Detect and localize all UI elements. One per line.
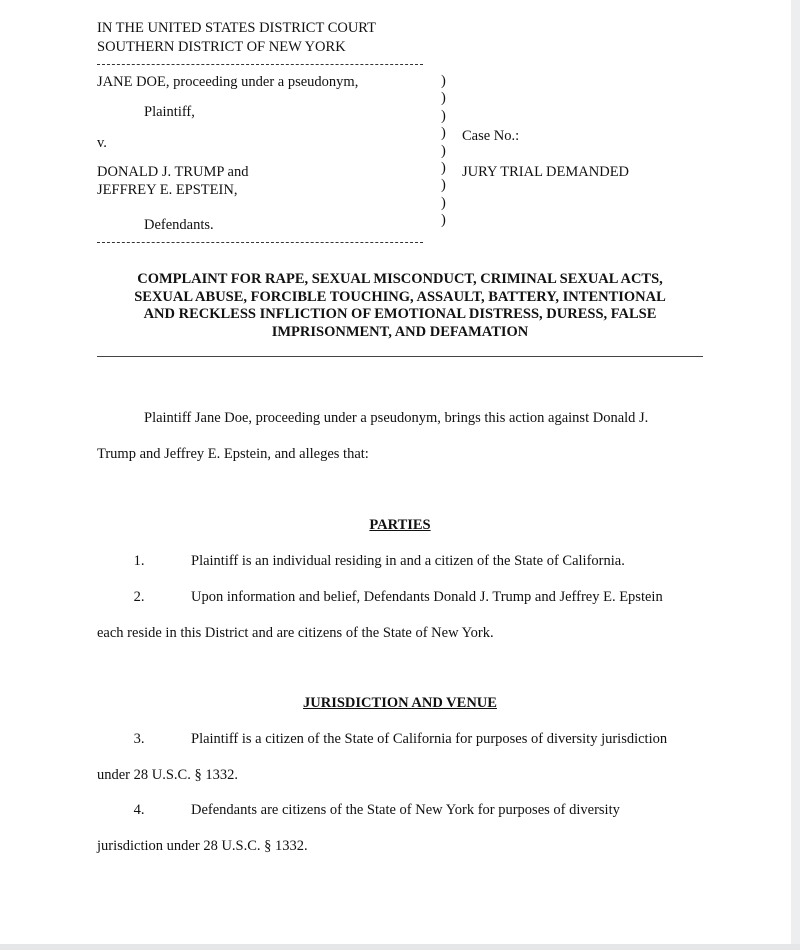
caption-bottom-divider	[97, 242, 423, 243]
complaint-title: COMPLAINT FOR RAPE, SEXUAL MISCONDUCT, CRIMINAL SEXUAL ACTS, SEXUAL ABUSE, FORCIBLE TOUCHING, ASSAULT, BATTERY, INTENTIONAL AND RECKLESS INFLICTION OF EMOTIONAL DISTRESS, DURESS, FALSE IMPRISONMENT, AND DEFAMATION	[134, 271, 666, 340]
case-number-label: Case No.:	[462, 128, 520, 144]
page-edge-shadow	[791, 0, 800, 950]
title-rule	[97, 356, 703, 357]
intro-line-2: Trump and Jeffrey E. Epstein, and alleges that:	[97, 446, 369, 462]
paragraph-1-text: Plaintiff is an individual residing in and a citizen of the State of California.	[191, 553, 625, 569]
paragraph-number: 2.	[133, 589, 145, 605]
versus-label: v.	[97, 135, 107, 151]
section-heading-jurisdiction: JURISDICTION AND VENUE	[303, 695, 497, 711]
paragraph-number: 1.	[133, 553, 145, 569]
defendant-name-line2: JEFFREY E. EPSTEIN,	[97, 182, 238, 198]
court-district: SOUTHERN DISTRICT OF NEW YORK	[97, 39, 346, 55]
paragraph-number: 4.	[133, 802, 145, 818]
intro-line-1: Plaintiff Jane Doe, proceeding under a pseudonym, brings this action against Donald J.	[144, 410, 649, 426]
section-heading-parties: PARTIES	[369, 517, 431, 533]
paragraph-4-text-line1: Defendants are citizens of the State of New York for purposes of diversity	[191, 802, 620, 818]
plaintiff-role: Plaintiff,	[144, 104, 195, 120]
page-bottom-shadow	[0, 944, 800, 950]
court-name: IN THE UNITED STATES DISTRICT COURT	[97, 20, 376, 36]
jury-trial-demand: JURY TRIAL DEMANDED	[462, 164, 630, 180]
caption-paren-column: ) ) ) ) ) ) ) ) )	[441, 73, 446, 229]
plaintiff-name: JANE DOE, proceeding under a pseudonym,	[97, 74, 359, 90]
paragraph-2-text-line1: Upon information and belief, Defendants Donald J. Trump and Jeffrey E. Epstein	[191, 589, 663, 605]
defendant-name-line1: DONALD J. TRUMP and	[97, 164, 249, 180]
paragraph-number: 3.	[133, 731, 145, 747]
paragraph-2-text-line2: each reside in this District and are citizens of the State of New York.	[97, 625, 494, 641]
paragraph-3-text-line2: under 28 U.S.C. § 1332.	[97, 767, 238, 783]
caption-top-divider	[97, 64, 423, 65]
paragraph-4-text-line2: jurisdiction under 28 U.S.C. § 1332.	[97, 838, 308, 854]
paragraph-3-text-line1: Plaintiff is a citizen of the State of California for purposes of diversity jurisdiction	[191, 731, 668, 747]
defendant-role: Defendants.	[144, 217, 214, 233]
